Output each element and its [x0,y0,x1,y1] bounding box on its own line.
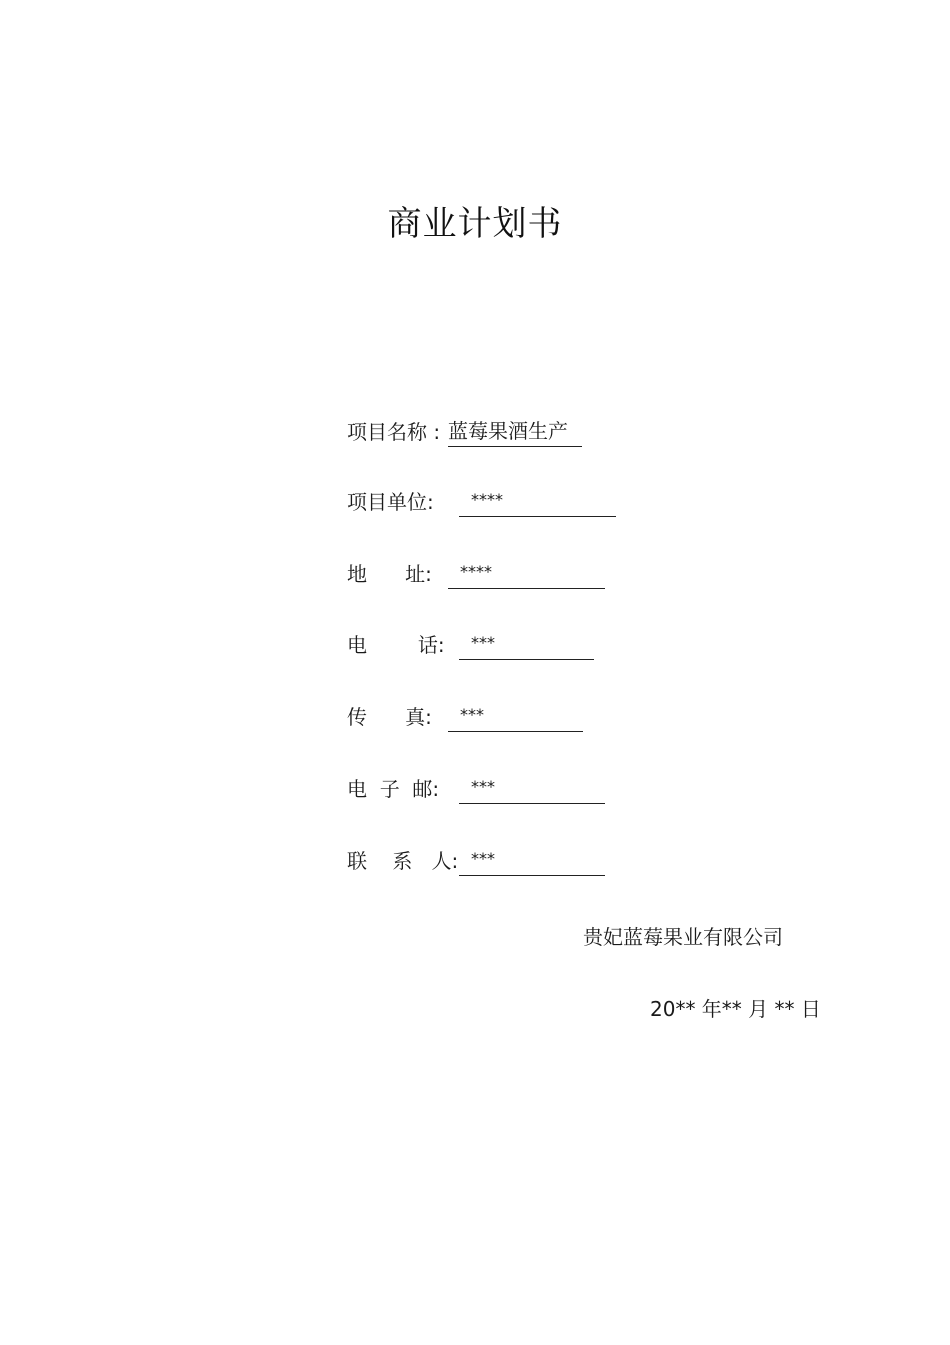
fax-value: *** [448,702,583,732]
document-date: 20** 年** 月 ** 日 [650,997,821,1021]
address-value: **** [448,559,605,589]
project-unit-value: **** [459,487,616,517]
contact-value: *** [459,846,605,876]
project-name-value: 蓝莓果酒生产 [448,417,582,447]
company-name: 贵妃蓝莓果业有限公司 [583,925,783,949]
project-name-label: 项目名称 : [347,420,447,444]
email-label: 电 子 邮: [347,777,440,801]
phone-value: *** [459,630,594,660]
address-label: 地 址: [347,562,432,586]
phone-label: 电 话: [347,633,445,657]
project-unit-label: 项目单位: [347,490,434,514]
fax-label: 传 真: [347,705,432,729]
contact-label: 联 系 人: [347,849,459,873]
document-title: 商业计划书 [387,204,563,244]
email-value: *** [459,774,605,804]
